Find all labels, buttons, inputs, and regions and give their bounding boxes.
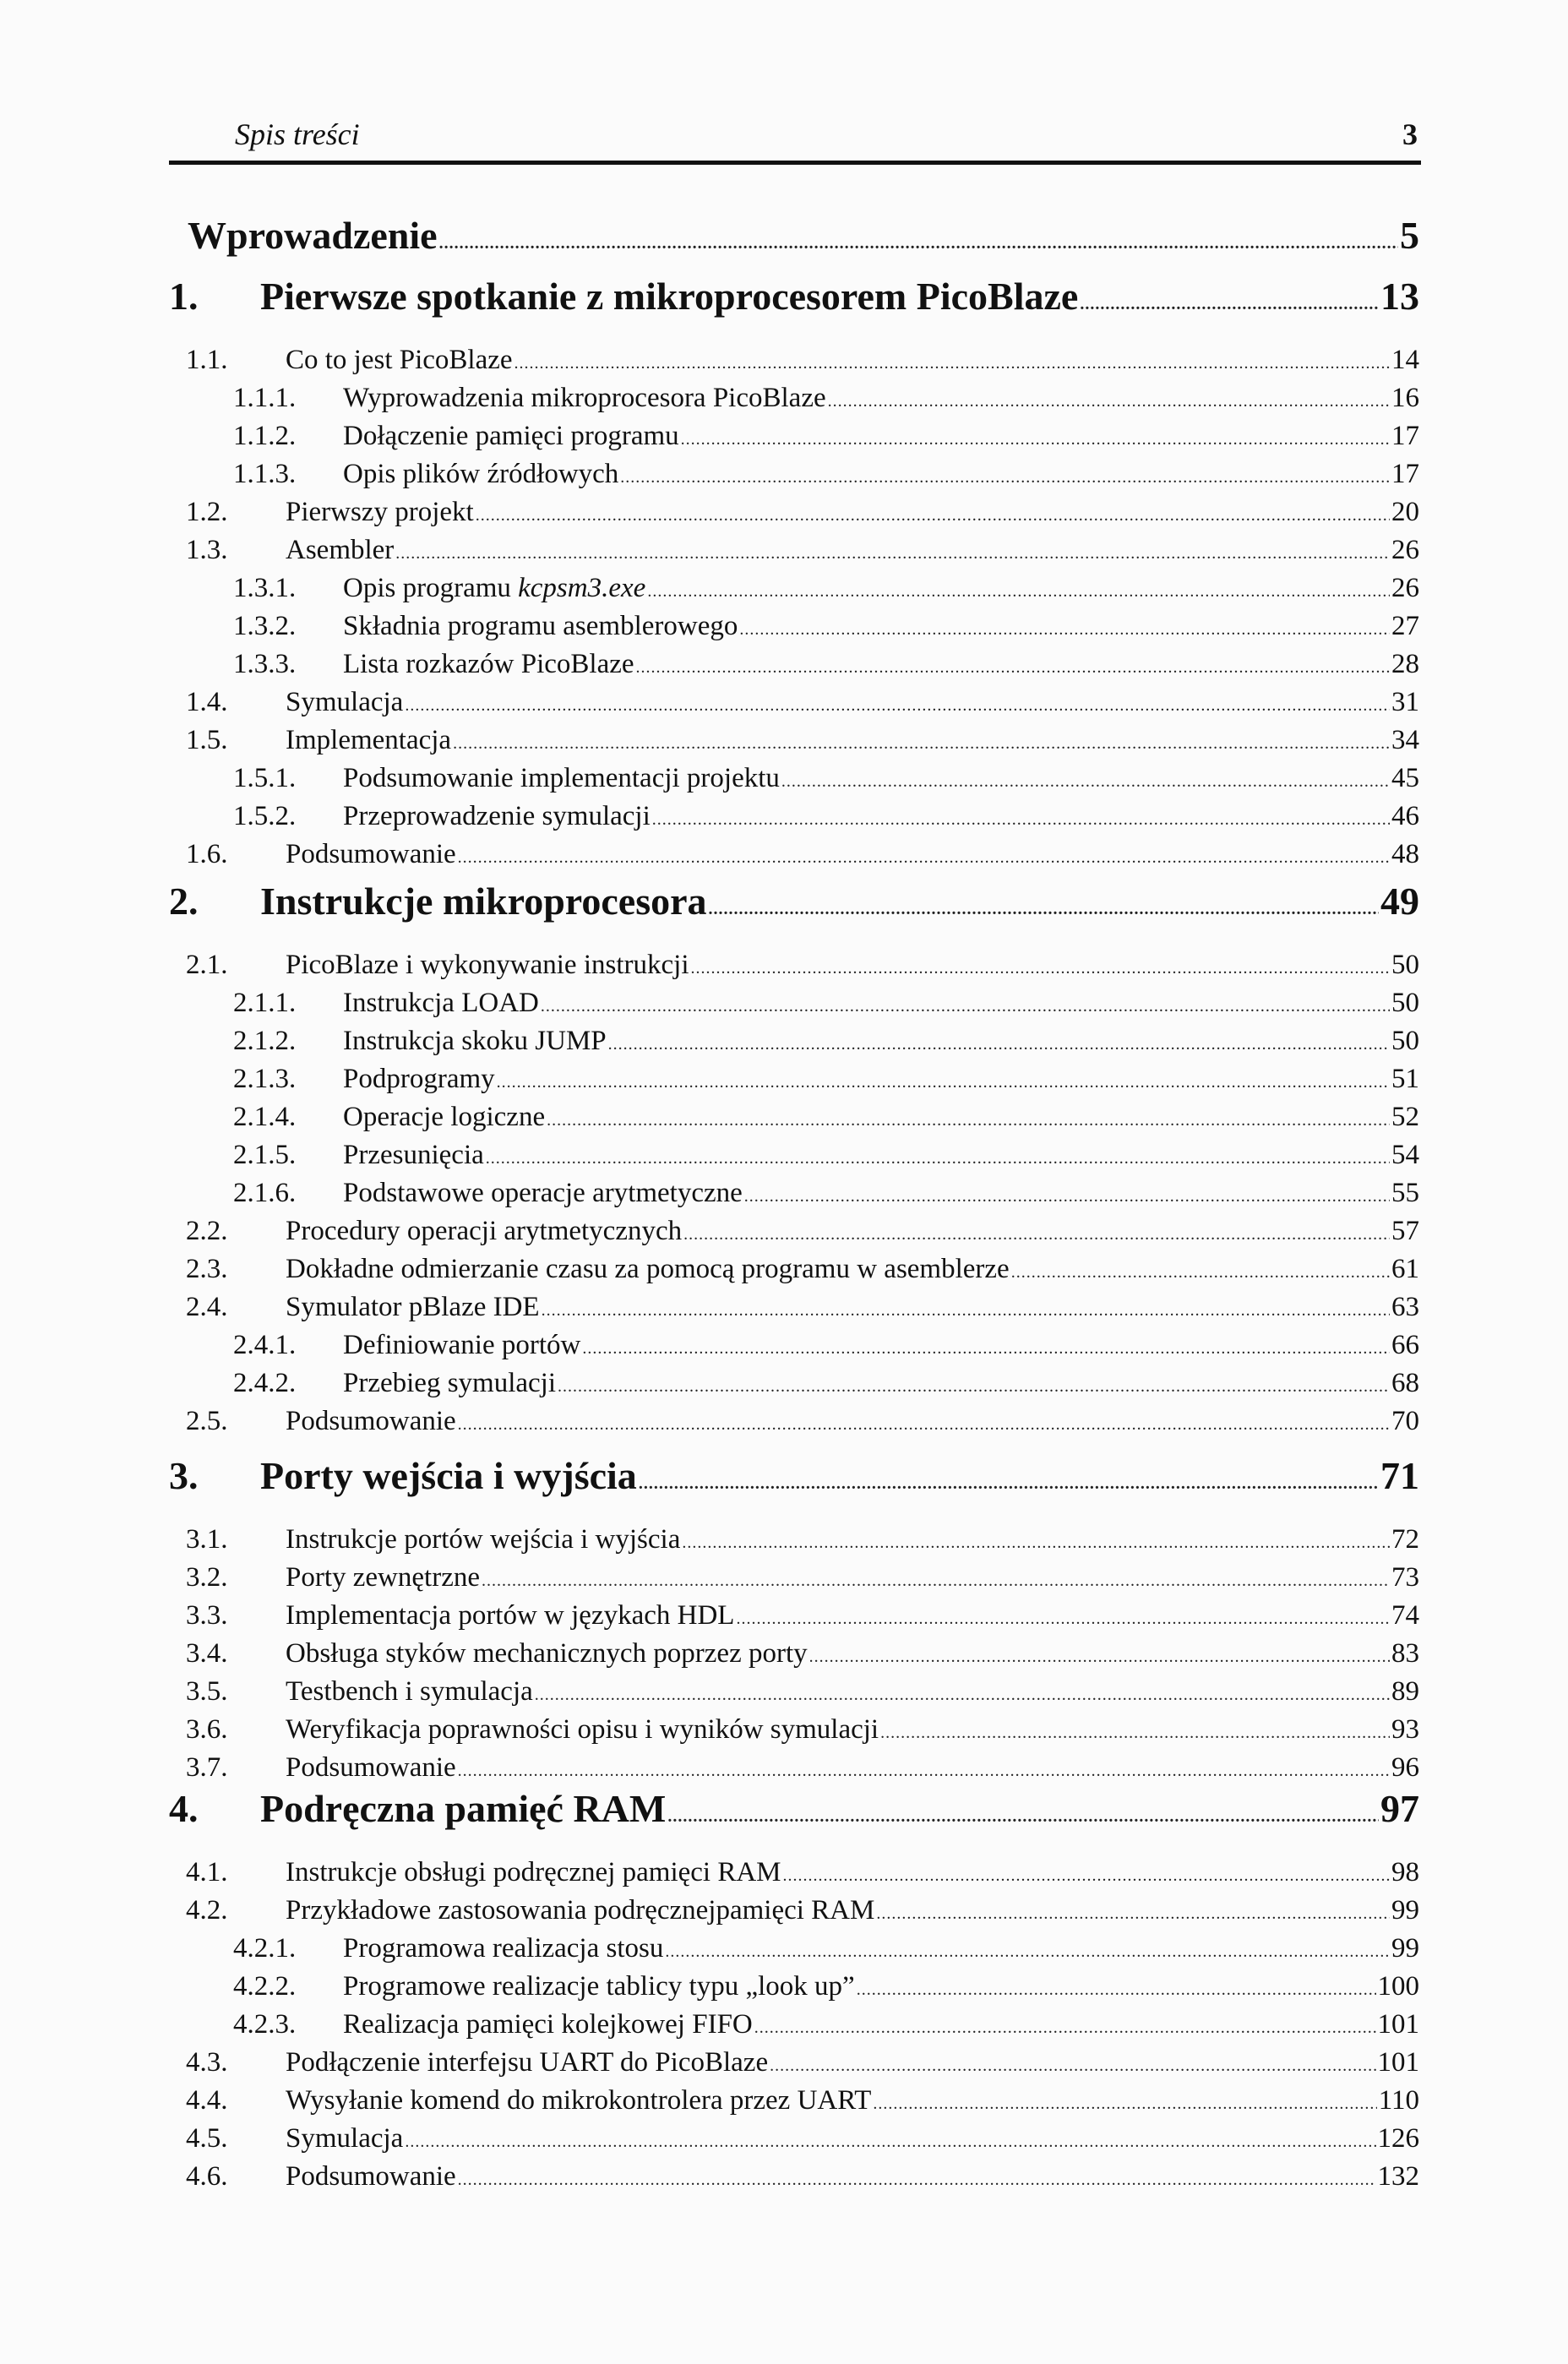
leader-dots (453, 734, 1390, 754)
entry-number: 1.3.2. (233, 611, 297, 641)
header-rule (169, 161, 1421, 165)
entry-number: 1.2. (186, 497, 228, 527)
entry-page: 68 (1391, 1368, 1419, 1398)
entry-title: Lista rozkazów PicoBlaze (343, 649, 634, 679)
entry-page: 17 (1391, 459, 1419, 489)
toc-subsection[interactable] (233, 421, 1419, 452)
toc-subsection[interactable] (233, 1368, 1419, 1399)
entry-title: Symulator pBlaze IDE (286, 1292, 540, 1322)
leader-dots (681, 430, 1390, 449)
entry-number: 2.1.5. (233, 1140, 297, 1170)
entry-number: 4.6. (186, 2161, 228, 2192)
leader-dots (458, 848, 1390, 868)
toc-section[interactable] (186, 345, 1419, 376)
entry-number: 2.1.2. (233, 1026, 297, 1056)
entry-number: 2.5. (186, 1406, 228, 1436)
entry-page: 66 (1391, 1330, 1419, 1360)
entry-number: 4.2. (186, 1895, 228, 1926)
entry-title: Realizacja pamięci kolejkowej FIFO (343, 2009, 753, 2040)
entry-title: Programowe realizacje tablicy typu „look up” (343, 1971, 855, 2002)
entry-number: 4.2.2. (233, 1971, 297, 2002)
entry-number: 2.1.1. (233, 988, 297, 1018)
entry-number: 2.1.4. (233, 1102, 297, 1132)
leader-dots (667, 1807, 1379, 1827)
leader-dots (639, 1474, 1379, 1494)
toc-chapter[interactable] (169, 1786, 1419, 1831)
leader-dots (542, 1301, 1390, 1321)
entry-title: Podsumowanie implementacji projektu (343, 763, 780, 793)
entry-page: 34 (1391, 725, 1419, 755)
toc-subsection[interactable] (233, 1026, 1419, 1057)
toc-subsection[interactable] (233, 573, 1419, 604)
entry-page: 27 (1391, 611, 1419, 641)
leader-dots (405, 696, 1390, 716)
entry-page: 99 (1391, 1933, 1419, 1964)
entry-title: Dokładne odmierzanie czasu za pomocą programu w asemblerze (286, 1254, 1010, 1284)
entry-title: Instrukcje portów wejścia i wyjścia (286, 1524, 681, 1555)
toc-section[interactable] (186, 1895, 1419, 1926)
toc-subsection[interactable] (233, 1064, 1419, 1095)
toc-section[interactable] (186, 1714, 1419, 1746)
leader-dots (486, 1149, 1390, 1168)
entry-number: 3.4. (186, 1638, 228, 1669)
entry-page: 51 (1391, 1064, 1419, 1094)
entry-page: 100 (1377, 1971, 1419, 2002)
entry-title: Wyprowadzenia mikroprocesora PicoBlaze (343, 383, 826, 413)
entry-title: Asembler (286, 535, 395, 565)
chapter-page: 71 (1380, 1454, 1419, 1497)
entry-number: 2.4. (186, 1292, 228, 1322)
toc-section[interactable] (186, 1676, 1419, 1708)
entry-page: 70 (1391, 1406, 1419, 1436)
entry-page: 63 (1391, 1292, 1419, 1322)
leader-dots (876, 1904, 1390, 1924)
toc-subsection[interactable] (233, 383, 1419, 414)
chapter-number: 2. (169, 880, 199, 923)
entry-page: 46 (1391, 801, 1419, 831)
toc-subsection[interactable] (233, 763, 1419, 794)
toc-subsection[interactable] (233, 2009, 1419, 2040)
chapter-title: Instrukcje mikroprocesora (260, 880, 707, 923)
entry-number: 4.3. (186, 2047, 228, 2078)
toc-section[interactable] (186, 1216, 1419, 1247)
entry-page: 55 (1391, 1178, 1419, 1208)
leader-dots (497, 1073, 1390, 1092)
leader-dots (691, 959, 1391, 978)
entry-title: Pierwszy projekt (286, 497, 474, 527)
toc-intro[interactable] (188, 213, 1419, 258)
chapter-number: 1. (169, 275, 199, 318)
entry-title: Dołączenie pamięci programu (343, 421, 679, 451)
entry-page: 93 (1391, 1714, 1419, 1745)
entry-number: 2.3. (186, 1254, 228, 1284)
toc-section[interactable] (186, 2085, 1419, 2116)
toc-subsection[interactable] (233, 649, 1419, 680)
leader-dots (482, 1571, 1390, 1591)
leader-dots (744, 1187, 1390, 1207)
toc-chapter[interactable] (169, 274, 1419, 319)
entry-title: Weryfikacja poprawności opisu i wyników symulacji (286, 1714, 879, 1745)
toc-section[interactable] (186, 839, 1419, 870)
toc-subsection[interactable] (233, 1330, 1419, 1361)
entry-number: 1.4. (186, 687, 228, 717)
toc-subsection[interactable] (233, 988, 1419, 1019)
toc-subsection[interactable] (233, 1971, 1419, 2002)
chapter-page: 97 (1380, 1787, 1419, 1830)
leader-dots (547, 1111, 1390, 1130)
entry-title-italic: kcpsm3.exe (518, 573, 646, 603)
entry-number: 2.4.2. (233, 1368, 297, 1398)
entry-title: Obsługa styków mechanicznych poprzez porty (286, 1638, 808, 1669)
entry-title: Przeprowadzenie symulacji (343, 801, 651, 831)
entry-title: Instrukcja skoku JUMP (343, 1026, 607, 1056)
entry-title: Wysyłanie komend do mikrokontrolera przez UART (286, 2085, 872, 2116)
entry-title: Testbench i symulacja (286, 1676, 533, 1707)
entry-number: 3.3. (186, 1600, 228, 1631)
entry-title: Przykładowe zastosowania podręcznejpamięci RAM (286, 1895, 875, 1926)
entry-page: 45 (1391, 763, 1419, 793)
entry-page: 101 (1377, 2047, 1419, 2078)
entry-title: PicoBlaze i wykonywanie instrukcji (286, 950, 689, 980)
entry-number: 3.6. (186, 1714, 228, 1745)
toc-section[interactable] (186, 1857, 1419, 1888)
leader-dots (880, 1724, 1390, 1743)
entry-page: 26 (1391, 573, 1419, 603)
entry-number: 1.5. (186, 725, 228, 755)
leader-dots (665, 1942, 1390, 1962)
entry-number: 1.5.1. (233, 763, 297, 793)
toc-section[interactable] (186, 535, 1419, 566)
toc-section[interactable] (186, 725, 1419, 756)
toc-section[interactable] (186, 1406, 1419, 1437)
toc-section[interactable] (186, 1638, 1419, 1670)
entry-page: 89 (1391, 1676, 1419, 1707)
entry-number: 1.3.1. (233, 573, 297, 603)
leader-dots (652, 810, 1390, 830)
toc-section[interactable] (186, 1292, 1419, 1323)
entry-page: 54 (1391, 1140, 1419, 1170)
entry-title: Symulacja (286, 687, 404, 717)
leader-dots (541, 997, 1390, 1016)
entry-number: 4.2.1. (233, 1933, 297, 1964)
entry-title: Operacje logiczne (343, 1102, 546, 1132)
entry-number: 1.1.2. (233, 421, 297, 451)
leader-dots (770, 2056, 1375, 2076)
entry-page: 74 (1391, 1600, 1419, 1631)
entry-page: 50 (1391, 950, 1419, 980)
leader-dots (458, 1762, 1390, 1781)
entry-page: 17 (1391, 421, 1419, 451)
entry-title: Opis programu kcpsm3.exe (343, 573, 646, 603)
toc-section[interactable] (186, 1600, 1419, 1631)
toc-section[interactable] (186, 1562, 1419, 1593)
toc-section[interactable] (186, 2047, 1419, 2078)
entry-page: 48 (1391, 839, 1419, 869)
leader-dots (781, 772, 1390, 792)
entry-title: Implementacja (286, 725, 452, 755)
toc-section[interactable] (186, 2161, 1419, 2192)
entry-page: 83 (1391, 1638, 1419, 1669)
entry-title: Instrukcja LOAD (343, 988, 539, 1018)
leader-dots (514, 354, 1390, 373)
entry-title: Podstawowe operacje arytmetyczne (343, 1178, 743, 1208)
entry-page: 16 (1391, 383, 1419, 413)
entry-title: Przesunięcia (343, 1140, 484, 1170)
leader-dots (809, 1648, 1390, 1667)
leader-dots (647, 582, 1390, 602)
toc-subsection[interactable] (233, 611, 1419, 642)
leader-dots (476, 506, 1390, 526)
leader-dots (1080, 295, 1379, 314)
leader-dots (683, 1225, 1390, 1245)
leader-dots (682, 1533, 1390, 1553)
entry-page: 50 (1391, 988, 1419, 1018)
leader-dots (582, 1339, 1390, 1359)
toc-intro-page: 5 (1400, 214, 1419, 257)
entry-page: 96 (1391, 1752, 1419, 1783)
entry-page: 110 (1378, 2085, 1419, 2116)
leader-dots (535, 1686, 1390, 1705)
running-header-title: Spis treści (235, 117, 360, 151)
entry-number: 2.1. (186, 950, 228, 980)
toc-subsection[interactable] (233, 1140, 1419, 1171)
entry-title: Podsumowanie (286, 839, 456, 869)
entry-title: Przebieg symulacji (343, 1368, 557, 1398)
entry-page: 98 (1391, 1857, 1419, 1887)
entry-number: 4.5. (186, 2123, 228, 2154)
toc-subsection[interactable] (233, 1933, 1419, 1964)
entry-number: 1.3.3. (233, 649, 297, 679)
leader-dots (458, 1415, 1390, 1435)
entry-page: 73 (1391, 1562, 1419, 1593)
entry-title: Podłączenie interfejsu UART do PicoBlaze (286, 2047, 769, 2078)
entry-number: 4.2.3. (233, 2009, 297, 2040)
toc-section[interactable] (186, 1524, 1419, 1555)
leader-dots (558, 1377, 1390, 1397)
entry-title: Implementacja portów w językach HDL (286, 1600, 735, 1631)
entry-number: 1.1. (186, 345, 228, 375)
leader-dots (620, 468, 1390, 488)
toc-section[interactable] (186, 687, 1419, 718)
chapter-page: 13 (1380, 275, 1419, 318)
entry-page: 31 (1391, 687, 1419, 717)
leader-dots (439, 234, 1398, 253)
entry-page: 50 (1391, 1026, 1419, 1056)
leader-dots (458, 2171, 1376, 2190)
leader-dots (736, 1610, 1390, 1629)
chapter-number: 3. (169, 1454, 199, 1497)
entry-title: Składnia programu asemblerowego (343, 611, 738, 641)
entry-number: 2.1.3. (233, 1064, 297, 1094)
leader-dots (783, 1866, 1390, 1886)
entry-number: 3.7. (186, 1752, 228, 1783)
leader-dots (857, 1980, 1376, 2000)
entry-number: 3.5. (186, 1676, 228, 1707)
toc-subsection[interactable] (233, 459, 1419, 490)
entry-title: Co to jest PicoBlaze (286, 345, 513, 375)
entry-number: 1.1.1. (233, 383, 297, 413)
entry-number: 4.4. (186, 2085, 228, 2116)
entry-page: 14 (1391, 345, 1419, 375)
entry-number: 2.1.6. (233, 1178, 297, 1208)
toc-section[interactable] (186, 2123, 1419, 2154)
entry-title: Procedury operacji arytmetycznych (286, 1216, 683, 1246)
entry-title: Podprogramy (343, 1064, 495, 1094)
leader-dots (608, 1035, 1390, 1054)
chapter-number: 4. (169, 1787, 199, 1830)
entry-title: Symulacja (286, 2123, 404, 2154)
entry-number: 1.1.3. (233, 459, 297, 489)
leader-dots (873, 2094, 1376, 2114)
entry-title: Porty zewnętrzne (286, 1562, 480, 1593)
toc-subsection[interactable] (233, 1102, 1419, 1133)
entry-number: 1.5.2. (233, 801, 297, 831)
leader-dots (395, 544, 1390, 564)
toc-chapter[interactable] (169, 879, 1419, 923)
entry-title: Instrukcje obsługi podręcznej pamięci RAM (286, 1857, 781, 1887)
leader-dots (739, 620, 1390, 640)
leader-dots (828, 392, 1390, 411)
entry-title: Programowa realizacja stosu (343, 1933, 664, 1964)
entry-page: 61 (1391, 1254, 1419, 1284)
entry-page: 126 (1377, 2123, 1419, 2154)
entry-page: 52 (1391, 1102, 1419, 1132)
chapter-title: Podręczna pamięć RAM (260, 1787, 667, 1830)
leader-dots (1011, 1263, 1390, 1283)
toc-subsection[interactable] (233, 1178, 1419, 1209)
entry-number: 3.1. (186, 1524, 228, 1555)
entry-page: 28 (1391, 649, 1419, 679)
chapter-title: Pierwsze spotkanie z mikroprocesorem PicoBlaze (260, 275, 1079, 318)
entry-title: Podsumowanie (286, 2161, 456, 2192)
leader-dots (754, 2018, 1376, 2038)
entry-number: 1.3. (186, 535, 228, 565)
toc-section[interactable] (186, 1254, 1419, 1285)
leader-dots (405, 2133, 1375, 2152)
entry-page: 99 (1391, 1895, 1419, 1926)
entry-page: 72 (1391, 1524, 1419, 1555)
entry-number: 1.6. (186, 839, 228, 869)
entry-page: 57 (1391, 1216, 1419, 1246)
entry-title: Podsumowanie (286, 1406, 456, 1436)
toc-section[interactable] (186, 497, 1419, 528)
toc-intro-label: Wprowadzenie (188, 214, 438, 257)
entry-title: Podsumowanie (286, 1752, 456, 1783)
chapter-page: 49 (1380, 880, 1419, 923)
entry-title: Definiowanie portów (343, 1330, 581, 1360)
toc-section[interactable] (186, 950, 1419, 981)
entry-page: 101 (1377, 2009, 1419, 2040)
entry-number: 3.2. (186, 1562, 228, 1593)
toc-subsection[interactable] (233, 801, 1419, 832)
leader-dots (636, 658, 1390, 678)
toc-section[interactable] (186, 1752, 1419, 1784)
entry-page: 20 (1391, 497, 1419, 527)
entry-number: 2.2. (186, 1216, 228, 1246)
leader-dots (709, 900, 1379, 919)
entry-title: Opis plików źródłowych (343, 459, 619, 489)
toc-chapter[interactable] (169, 1453, 1419, 1498)
page-number: 3 (1402, 117, 1418, 151)
entry-page: 26 (1391, 535, 1419, 565)
entry-number: 2.4.1. (233, 1330, 297, 1360)
entry-page: 132 (1377, 2161, 1419, 2192)
entry-number: 4.1. (186, 1857, 228, 1887)
chapter-title: Porty wejścia i wyjścia (260, 1454, 637, 1497)
